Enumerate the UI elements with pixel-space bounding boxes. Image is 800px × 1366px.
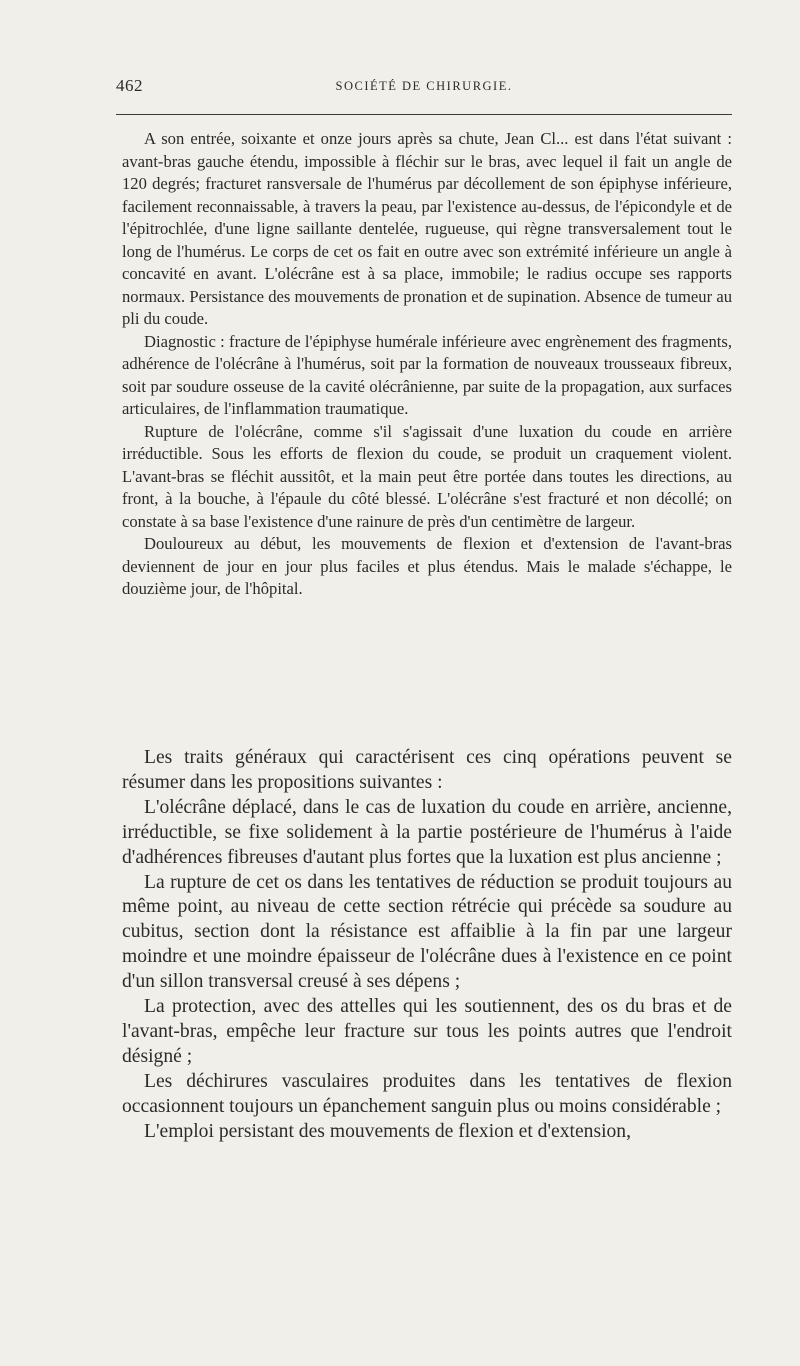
running-title: SOCIÉTÉ DE CHIRURGIE. — [335, 79, 513, 93]
paragraph: A son entrée, soixante et onze jours après sa chute, Jean Cl... est dans l'état suivant : avant-bras gauche étendu, impossible à fléchir sur le bras, avec lequel il fait un angle de 120 degrés; fracturet ransversale de l'humérus par décollement de son épiphyse inférieure, facilement reconnaissable, à travers la peau, par l'existence au-dessus, de l'épicondyle et de l'épitrochlée, d'une ligne saillante dentelée, rugueuse, qui règne transversalement tout le long de l'humérus. Le corps de cet os fait en outre avec son extrémité inférieure un angle à concavité en avant. L'olécrâne est à sa place, immobile; le radius occupe ses rapports normaux. Persistance des mouvements de pronation et de supination. Absence de tumeur au pli du coude. — [122, 129, 732, 328]
paragraph: Douloureux au début, les mouvements de flexion et d'extension de l'avant-bras deviennent de jour en jour plus faciles et plus étendus. Mais le malade s'échappe, le douzième jour, de l'hôpital. — [122, 534, 732, 598]
conclusions — [122, 746, 732, 1145]
paragraph: Les traits généraux qui caractérisent ces cinq opérations peuvent se résumer dans les propositions suivantes : — [122, 747, 732, 793]
paragraph: L'emploi persistant des mouvements de flexion et d'extension, — [144, 1120, 632, 1142]
header-rule — [116, 114, 732, 115]
paragraph: Rupture de l'olécrâne, comme s'il s'agissait d'une luxation du coude en arrière irréductible. Sous les efforts de flexion du coude, se produit un craquement violent. L'avant-bras se fléchit aussitôt, et la main peut être portée dans toutes les directions, au front, à la bouche, à l'épaule du côté blessé. L'olécrâne s'est fracturé et non décollé; on constate à sa base l'existence d'une rainure de près d'un centimètre de largeur. — [122, 421, 732, 531]
paragraph: Diagnostic : fracture de l'épiphyse humérale inférieure avec engrènement des fragments, adhérence de l'olécrâne à l'humérus, soit par la formation de nouveaux trousseaux fibreux, soit par soudure osseuse de la cavité olécrânienne, par suite de la propagation, aux surfaces articulaires, de l'inflammation traumatique. — [122, 331, 732, 418]
paragraph: La rupture de cet os dans les tentatives de réduction se produit toujours au même point, au niveau de cette section rétrécie qui précède sa soudure au cubitus, section dont la résistance est affaiblie à la fin par une largeur moindre et une moindre épaisseur de l'olécrâne dues à l'existence en ce point d'un sillon transversal creusé à ses dépens ; — [122, 871, 732, 993]
case-report — [122, 128, 732, 601]
page-header — [116, 76, 732, 100]
paragraph: L'olécrâne déplacé, dans le cas de luxation du coude en arrière, ancienne, irréductible, se fixe solidement à la partie postérieure de l'humérus à l'aide d'adhérences fibreuses d'autant plus fortes que la luxation est plus ancienne ; — [122, 796, 732, 868]
page-number: 462 — [116, 76, 143, 95]
paragraph: Les déchirures vasculaires produites dans les tentatives de flexion occasionnent toujours un épanchement sanguin plus ou moins considérable ; — [122, 1070, 732, 1117]
paragraph: La protection, avec des attelles qui les soutiennent, des os du bras et de l'avant-bras, empêche leur fracture sur tous les points autres que l'endroit désigné ; — [122, 996, 732, 1067]
